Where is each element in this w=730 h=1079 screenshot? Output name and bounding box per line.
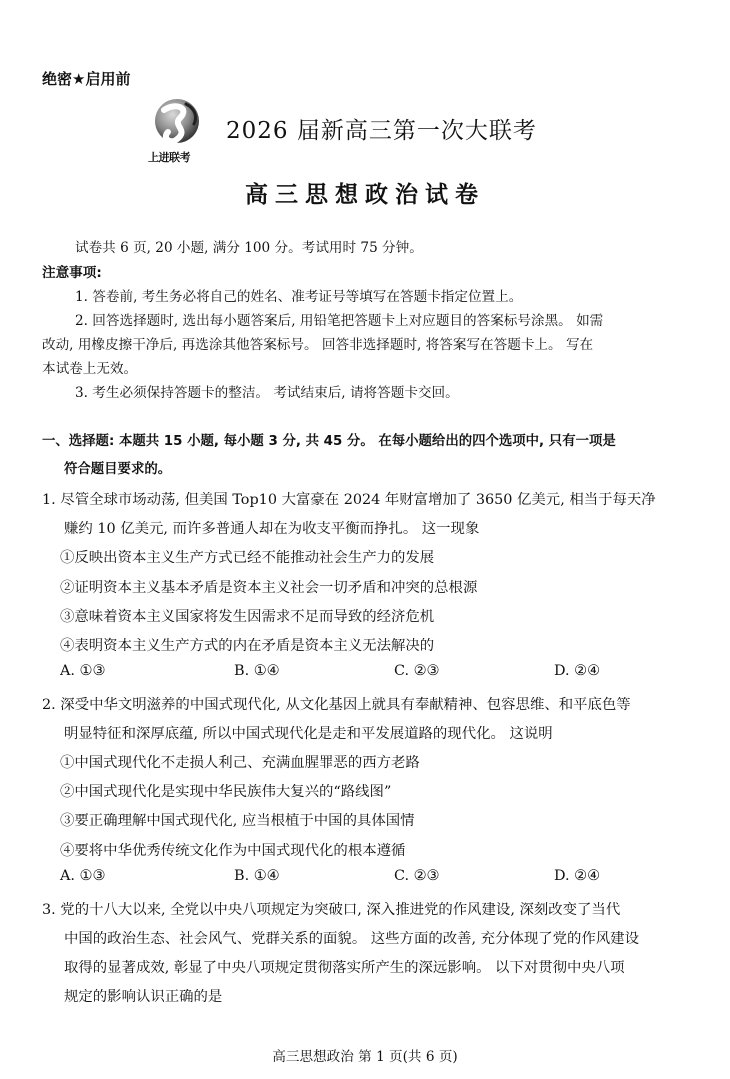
note-line: 2. 回答选择题时, 选出每小题答案后, 用铅笔把答题卡上对应题目的答案标号涂黑。 如需 <box>75 313 604 329</box>
question-stem: 中国的政治生态、社会风气、党群关系的面貌。 这些方面的改善, 充分体现了党的作风建设 <box>64 931 639 947</box>
statement: ①反映出资本主义生产方式已经不能推动社会生产力的发展 <box>60 550 435 566</box>
question-stem: 2. 深受中华文明滋养的中国式现代化, 从文化基因上就具有奉献精神、包容思维、和平底色等 <box>42 697 631 713</box>
statement: ②证明资本主义基本矛盾是资本主义社会一切矛盾和冲突的总根源 <box>60 580 478 596</box>
option-a: A. ①③ <box>60 663 106 679</box>
notes-heading: 注意事项: <box>42 265 102 281</box>
section-heading-cont: 符合题目要求的。 <box>64 462 172 477</box>
statement: ④要将中华优秀传统文化作为中国式现代化的根本遵循 <box>60 843 406 859</box>
question-stem: 规定的影响认识正确的是 <box>64 989 223 1005</box>
note-line: 3. 考生必须保持答题卡的整洁。 考试结束后, 请将答题卡交回。 <box>75 385 459 401</box>
note-line: 本试卷上无效。 <box>42 361 138 377</box>
confidential-label: 绝密★启用前 <box>42 70 131 88</box>
statement: ①中国式现代化不走损人利己、充满血腥罪恶的西方老路 <box>60 755 420 771</box>
question-stem: 取得的显著成效, 彰显了中央八项规定贯彻落实所产生的深远影响。 以下对贯彻中央八项 <box>64 960 625 976</box>
statement: ③意味着资本主义国家将发生因需求不足而导致的经济危机 <box>60 609 435 625</box>
question-stem: 赚约 10 亿美元, 而许多普通人却在为收支平衡而挣扎。 这一现象 <box>64 521 480 537</box>
section-heading: 一、选择题: 本题共 15 小题, 每小题 3 分, 共 45 分。 在每小题给出的四个选项中, 只有一项是 <box>42 434 616 449</box>
option-a: A. ①③ <box>60 868 106 884</box>
question-stem: 3. 党的十八大以来, 全党以中央八项规定为突破口, 深入推进党的作风建设, 深刻改变了当代 <box>42 902 621 918</box>
option-c: C. ②③ <box>394 868 440 884</box>
option-d: D. ②④ <box>554 663 600 679</box>
option-c: C. ②③ <box>394 663 440 679</box>
note-line: 1. 答卷前, 考生务必将自己的姓名、准考证号等填写在答题卡指定位置上。 <box>75 289 523 305</box>
page-footer: 高三思想政治 第 1 页(共 6 页) <box>272 1049 458 1065</box>
question-stem: 1. 尽管全球市场动荡, 但美国 Top10 大富豪在 2024 年财富增加了 3650 亿美元, 相当于每天净 <box>42 492 656 508</box>
statement: ④表明资本主义生产方式的内在矛盾是资本主义无法解决的 <box>60 638 435 654</box>
subject-title: 高三思想政治试卷 <box>245 182 485 208</box>
exam-info: 试卷共 6 页, 20 小题, 满分 100 分。考试用时 75 分钟。 <box>75 240 423 256</box>
statement: ③要正确理解中国式现代化, 应当根植于中国的具体国情 <box>60 813 415 829</box>
statement: ②中国式现代化是实现中华民族伟大复兴的“路线图” <box>60 784 392 800</box>
note-line: 改动, 用橡皮擦干净后, 再选涂其他答案标号。 回答非选择题时, 将答案写在答题卡上。 写在 <box>42 337 594 353</box>
option-d: D. ②④ <box>554 868 600 884</box>
exam-title: 2026 届新高三第一次大联考 <box>226 118 537 144</box>
question-stem: 明显特征和深厚底蕴, 所以中国式现代化是走和平发展道路的现代化。 这说明 <box>64 726 553 742</box>
option-b: B. ①④ <box>234 663 280 679</box>
logo-text: 上进联考 <box>148 151 190 164</box>
option-b: B. ①④ <box>234 868 280 884</box>
